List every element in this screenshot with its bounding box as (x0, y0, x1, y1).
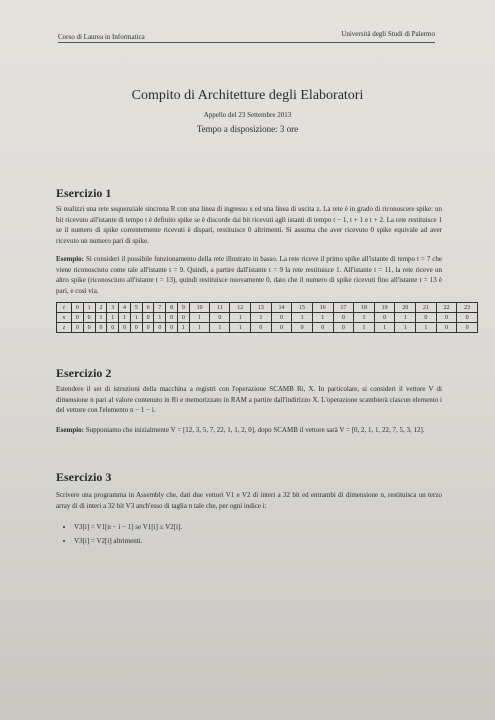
table-cell: 4 (119, 303, 131, 313)
table-cell: 0 (83, 323, 95, 333)
table-cell: 0 (457, 313, 478, 323)
table-row (57, 303, 478, 313)
exam-title: Compito di Architetture degli Elaboratori (131, 88, 364, 103)
table-cell: 0 (436, 313, 457, 323)
exercise-2-heading: Esercizio 2 (56, 366, 112, 380)
table-cell: 0 (210, 313, 230, 323)
row-label: x (57, 313, 72, 323)
table-row (57, 323, 478, 333)
example-label: Esempio: (56, 255, 84, 263)
table-cell: 0 (457, 323, 478, 333)
table-cell: 0 (142, 313, 154, 323)
table-cell: 0 (83, 313, 95, 323)
table-cell: 16 (312, 303, 333, 313)
condition-item: • V3[i] = V1[n − i − 1] se V1[i] ≤ V2[i]. (74, 520, 182, 534)
table-cell: 0 (271, 323, 292, 333)
table-cell: 1 (395, 323, 416, 333)
table-cell: 0 (251, 323, 272, 333)
table-cell: 5 (130, 303, 142, 313)
exercise-1-example (56, 254, 442, 296)
table-cell: 1 (178, 323, 190, 333)
table-cell: 17 (333, 303, 354, 313)
table-cell: 0 (119, 323, 131, 333)
table-cell: 0 (142, 323, 154, 333)
page-header (58, 30, 435, 43)
exam-date: Appello del 23 Settembre 2013 (203, 111, 292, 119)
table-cell: 0 (436, 323, 457, 333)
table-cell: 9 (178, 303, 190, 313)
table-cell: 0 (130, 323, 142, 333)
exercise-1-heading: Esercizio 1 (56, 186, 112, 200)
table-cell: 1 (83, 303, 95, 313)
table-cell: 12 (230, 303, 251, 313)
table-cell: 10 (189, 303, 210, 313)
table-cell: 1 (119, 313, 131, 323)
condition-item: • V3[i] = V2[i] altrimenti. (74, 534, 182, 548)
table-cell: 0 (271, 313, 292, 323)
table-cell: 1 (292, 313, 313, 323)
table-cell: 0 (154, 323, 166, 333)
table-cell: 1 (154, 313, 166, 323)
course-name: Corso di Laurea in Informatica (58, 33, 145, 41)
table-cell: 1 (107, 313, 119, 323)
exercise-1-text: Si realizzi una rete sequenziale sincrona R con una linea di ingresso x ed una linea di uscita z. La rete è in grado di riconoscere spike: un bit ricevuto all'istante di tempo t è definito spike se è discorde dai bit ricevuti agli istanti di tempo t − 1, t + 1 e t + 2. La rete restituisce 1 se il numero di spike correntemente ricevuti è dispari, restituisce 0 altrimenti. Si assuma che aver ricevuto 0 spike equivale ad aver ricevuto un numero pari di spike. (56, 205, 442, 245)
table-cell: 0 (72, 313, 84, 323)
spike-timing-table (56, 302, 478, 333)
table-cell: 0 (333, 313, 354, 323)
table-cell: 0 (166, 313, 178, 323)
example-text: Si consideri il possibile funzionamento della rete illustrato in basso. La rete riceve il primo spike all'istante di tempo t = 7 che viene riconosciuto come tale all'istante t = 9. Quindi, a partire dall'istante t = 9 la rete restituisce 1. All'istante t = 11, la rete riceve un altro spike (riconosciuto all'istante t = 13), quindi restituisce nuovamente 0, dato che il numero di spike ricevuti fino all'istante t = 13 è pari, e così via. (56, 255, 442, 295)
table-cell: 1 (95, 313, 107, 323)
table-cell: 0 (292, 323, 313, 333)
table-cell: 1 (230, 323, 251, 333)
table-cell: 20 (395, 303, 416, 313)
table-cell: 1 (189, 323, 210, 333)
table-cell: 13 (251, 303, 272, 313)
table-cell: 15 (292, 303, 313, 313)
table-cell: 0 (95, 323, 107, 333)
table-cell: 2 (95, 303, 107, 313)
table-cell: 7 (154, 303, 166, 313)
exercise-2-text: Estendere il set di istruzioni della macchina a registri con l'operazione SCAMB Ri, X. In particolare, si consideri il vettore V di dimensione n pari al valore contenuto in Ri e memorizzato in RAM a partire dall'indirizzo X. L'operazione scambierà ciascun elemento i del vettore con l'elemento n − 1 − i. (56, 385, 442, 414)
example-text: Supponiamo che inizialmente V = [12, 3, 5, 7, 22, 1, 1, 2, 0], dopo SCAMB il vettore sarà V = [0, 2, 1, 1, 22, 7, 5, 3, 12]. (85, 426, 425, 434)
table-cell: 18 (354, 303, 375, 313)
table-cell: 1 (416, 323, 437, 333)
table-cell: 8 (166, 303, 178, 313)
table-cell: 1 (354, 313, 375, 323)
table-cell: 3 (107, 303, 119, 313)
table-cell: 1 (354, 323, 375, 333)
table-cell: 19 (374, 303, 395, 313)
table-cell: 11 (210, 303, 230, 313)
table-cell: 1 (251, 313, 272, 323)
table-cell: 21 (416, 303, 437, 313)
table-cell: 22 (436, 303, 457, 313)
exercise-3-conditions (56, 520, 182, 548)
table-cell: 23 (457, 303, 478, 313)
table-cell: 0 (416, 313, 437, 323)
table-cell: 1 (189, 313, 210, 323)
table-cell: 0 (374, 313, 395, 323)
exercise-3-text: Scrivere una programma in Assembly che, dati due vettori V1 e V2 di interi a 32 bit ed entrambi di dimensione n, restituisca un terzo array di di interi a 32 bit V3 anch'esso di taglia n tale che, per ogni indice i: (56, 491, 442, 510)
table-row (57, 313, 478, 323)
table-cell: 1 (395, 313, 416, 323)
exercise-3-heading: Esercizio 3 (56, 470, 112, 484)
table-cell: 14 (271, 303, 292, 313)
table-cell: 0 (166, 323, 178, 333)
table-cell: 0 (333, 323, 354, 333)
exam-duration: Tempo a disposizione: 3 ore (196, 124, 299, 134)
table-cell: 0 (107, 323, 119, 333)
example-label: Esempio: (56, 426, 84, 434)
table-cell: 1 (130, 313, 142, 323)
table-cell: 0 (312, 323, 333, 333)
table-cell: 6 (142, 303, 154, 313)
exercise-2-example (56, 425, 442, 436)
row-label: t (57, 303, 72, 313)
table-cell: 0 (72, 303, 84, 313)
table-cell: 1 (312, 313, 333, 323)
table-cell: 1 (230, 313, 251, 323)
university-name: Università degli Studi di Palermo (341, 30, 435, 38)
table-cell: 1 (210, 323, 230, 333)
table-cell: 0 (178, 313, 190, 323)
row-label: z (57, 323, 72, 333)
table-cell: 0 (72, 323, 84, 333)
table-cell: 1 (374, 323, 395, 333)
